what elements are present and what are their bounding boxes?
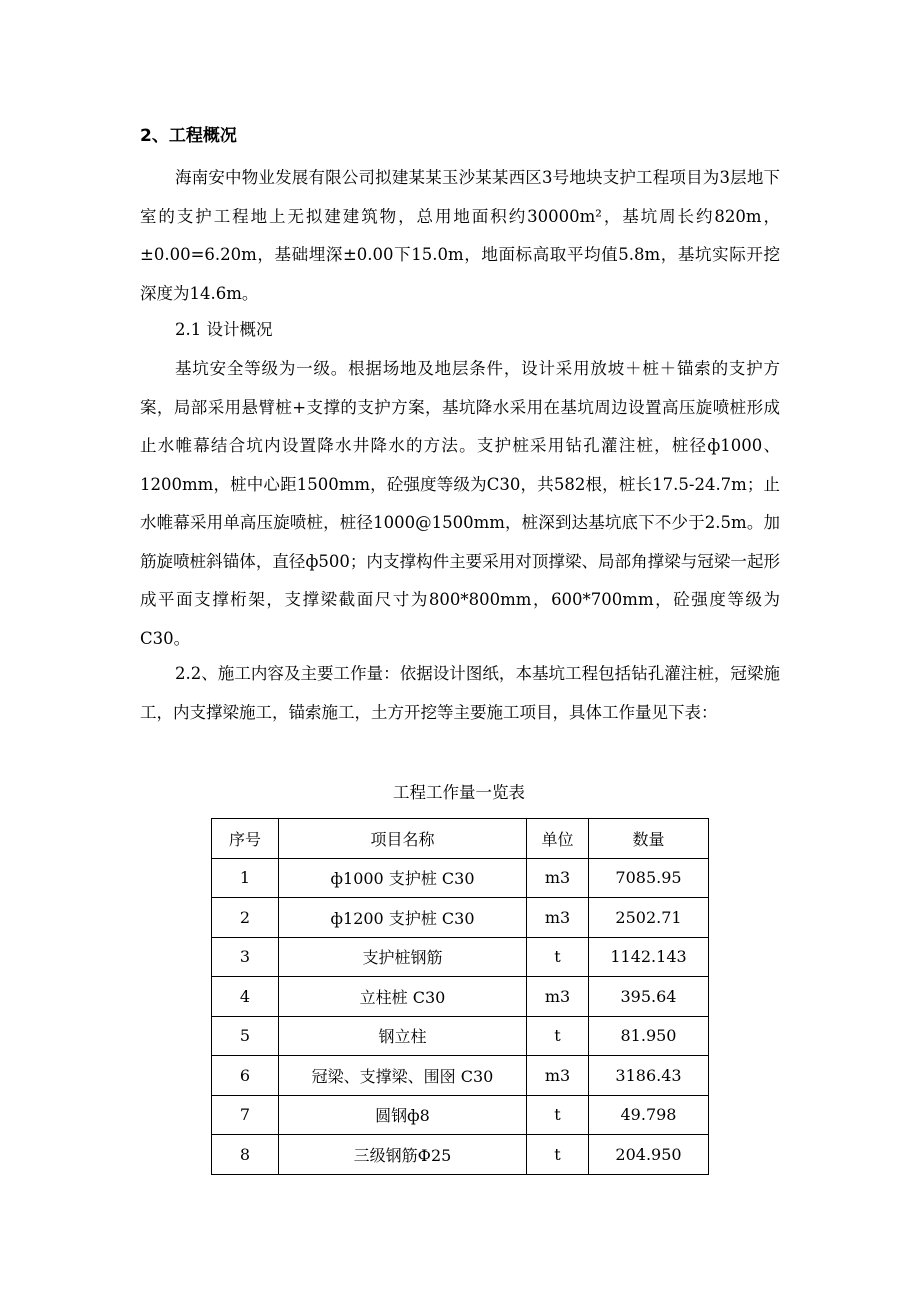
- header-unit: 单位: [527, 819, 589, 859]
- cell-unit: m3: [527, 898, 589, 938]
- cell-unit: t: [527, 1016, 589, 1056]
- table-row: [212, 937, 709, 977]
- cell-item-name: ф1000 支护桩 C30: [279, 858, 527, 898]
- workload-table: [211, 818, 709, 1175]
- cell-quantity: 204.950: [589, 1135, 709, 1175]
- table-row: [212, 1095, 709, 1135]
- cell-unit: m3: [527, 858, 589, 898]
- cell-index: 1: [212, 858, 279, 898]
- section-heading: 2、工程概况: [140, 126, 237, 146]
- cell-index: 3: [212, 937, 279, 977]
- header-index: 序号: [212, 819, 279, 859]
- cell-unit: m3: [527, 977, 589, 1017]
- cell-item-name: 三级钢筋Ф25: [279, 1135, 527, 1175]
- design-paragraph: 基坑安全等级为一级。根据场地及地层条件，设计采用放坡＋桩＋锚索的支护方案，局部采用悬臂桩+支撑的支护方案，基坑降水采用在基坑周边设置高压旋喷桩形成止水帷幕结合坑内设置降水井降水的方法。支护桩采用钻孔灌注桩，桩径ф1000、1200mm，桩中心距1500mm，砼强度等级为C30，共582根，桩长17.5-24.7m；止水帷幕采用单高压旋喷桩，桩径1000@1500mm，桩深到达基坑底下不少于2.5m。加筋旋喷桩斜锚体，直径ф500；内支撑构件主要采用对顶撑梁、局部角撑梁与冠梁一起形成平面支撑桁架，支撑梁截面尺寸为800*800mm，600*700mm，砼强度等级为C30。: [140, 359, 780, 648]
- cell-quantity: 49.798: [589, 1095, 709, 1135]
- cell-item-name: 圆钢ф8: [279, 1095, 527, 1135]
- cell-unit: t: [527, 1095, 589, 1135]
- cell-item-name: 支护桩钢筋: [279, 937, 527, 977]
- cell-quantity: 1142.143: [589, 937, 709, 977]
- cell-index: 2: [212, 898, 279, 938]
- table-row: [212, 898, 709, 938]
- cell-quantity: 395.64: [589, 977, 709, 1017]
- table-row: [212, 858, 709, 898]
- cell-index: 7: [212, 1095, 279, 1135]
- cell-item-name: 冠梁、支撑梁、围囹 C30: [279, 1056, 527, 1096]
- cell-index: 5: [212, 1016, 279, 1056]
- table-title: 工程工作量一览表: [393, 783, 525, 802]
- cell-index: 8: [212, 1135, 279, 1175]
- table-row: [212, 1016, 709, 1056]
- cell-unit: t: [527, 1135, 589, 1175]
- cell-quantity: 81.950: [589, 1016, 709, 1056]
- cell-unit: t: [527, 937, 589, 977]
- design-subheading: 2.1 设计概况: [175, 320, 273, 339]
- table-row: [212, 1056, 709, 1096]
- header-item-name: 项目名称: [279, 819, 527, 859]
- header-quantity: 数量: [589, 819, 709, 859]
- overview-paragraph: 海南安中物业发展有限公司拟建某某玉沙某某西区3号地块支护工程项目为3层地下室的支护工程地上无拟建建筑物，总用地面积约30000m²，基坑周长约820m，±0.00=6.20m，基础埋深±0.00下15.0m，地面标高取平均值5.8m，基坑实际开挖深度为14.6m。: [140, 168, 780, 303]
- cell-index: 6: [212, 1056, 279, 1096]
- cell-item-name: 立柱桩 C30: [279, 977, 527, 1017]
- cell-item-name: ф1200 支护桩 C30: [279, 898, 527, 938]
- construction-paragraph: 2.2、施工内容及主要工作量：依据设计图纸，本基坑工程包括钻孔灌注桩，冠梁施工，内支撑梁施工，锚索施工，土方开挖等主要施工项目，具体工作量见下表：: [140, 664, 780, 722]
- cell-unit: m3: [527, 1056, 589, 1096]
- cell-quantity: 2502.71: [589, 898, 709, 938]
- cell-quantity: 7085.95: [589, 858, 709, 898]
- cell-item-name: 钢立柱: [279, 1016, 527, 1056]
- cell-index: 4: [212, 977, 279, 1017]
- table-row: [212, 1135, 709, 1175]
- table-header-row: [212, 819, 709, 859]
- cell-quantity: 3186.43: [589, 1056, 709, 1096]
- table-row: [212, 977, 709, 1017]
